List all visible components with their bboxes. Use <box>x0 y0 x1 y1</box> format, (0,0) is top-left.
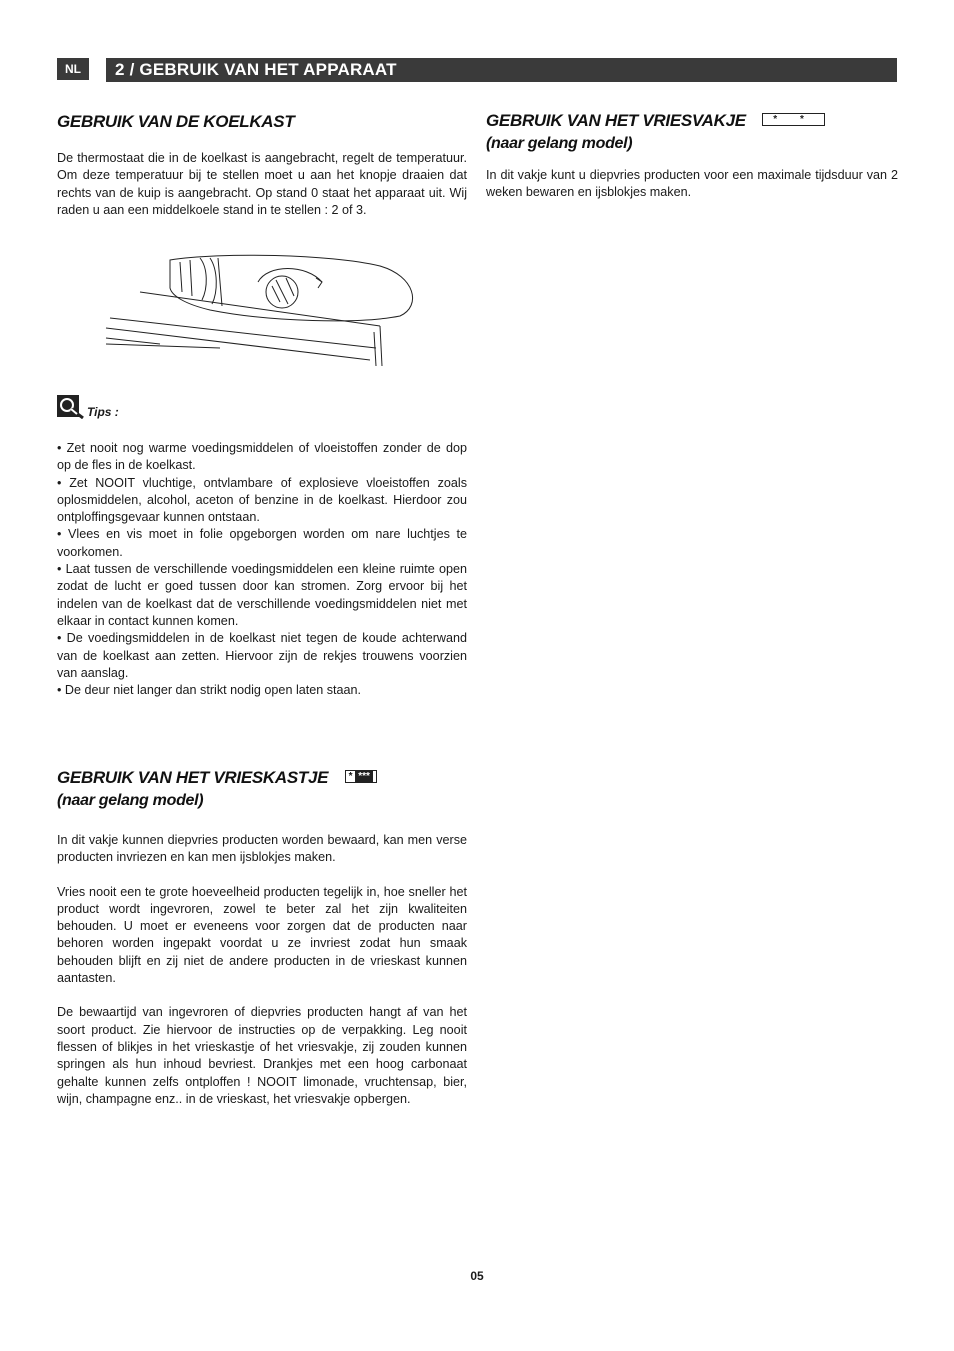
magnifier-icon <box>57 395 85 419</box>
tips-section <box>57 395 467 699</box>
star-light: * <box>348 771 353 783</box>
vriesvakje-section <box>486 109 896 202</box>
vrieskastje-paragraph: Vries nooit een te grote hoeveelheid producten tegelijk in, hoe sneller het product wordt ingevroren, zowel te beter zal het zijn kwaliteiten behouden. U moet er eveneens voor zorgen dat de producten naar behoren worden ingepakt voordat u ze invriest zodat hun smaak behouden blijft en zij niet de andere producten in de vrieskast kunnen aantasten. <box>57 884 467 986</box>
star-light: * * <box>773 114 814 126</box>
tip-item: • Vlees en vis moet in folie opgeborgen worden om nare luchtjes te voorkomen. <box>57 527 467 559</box>
vrieskastje-title <box>57 766 467 789</box>
page-number: 05 <box>470 1269 484 1283</box>
vrieskastje-paragraph: De bewaartijd van ingevroren of diepvries producten hangt af van het soort product. Zie hiervoor de instructies op de verpakking. Leg nooit flessen of blikjes in het vrieskastje of het vriesvakje, zij zouden kunnen springen als hun inhoud bevriest. Drankjes met een hoog carbonaat gehalte kunnen zelfs ontploffen ! NOOIT limonade, vruchtensap, bier, wijn, champagne enz.. in de vrieskast, het vriesvakje opbergen. <box>57 1005 467 1106</box>
vrieskastje-section <box>57 766 467 1108</box>
language-badge: NL <box>57 58 89 80</box>
koelkast-section <box>57 110 467 219</box>
koelkast-body: De thermostaat die in de koelkast is aangebracht, regelt de temperatuur. Om deze temperatuur bij te stellen moet u aan het knopje draaien dat rechts van de kuip is aangebracht. Op stand 0 staat het apparaat uit. Wij raden u aan een middelkoele stand in te stellen : 2 of 3. <box>57 151 467 217</box>
vriesvakje-title <box>486 109 896 132</box>
vriesvakje-subtitle: (naar gelang model) <box>486 135 633 152</box>
thermostat-illustration <box>100 248 420 370</box>
tip-item: • Zet nooit nog warme voedingsmiddelen of vloeistoffen zonder de dop op de fles in de koelkast. <box>57 441 467 473</box>
tips-label: Tips : <box>87 405 119 419</box>
vrieskastje-paragraph: In dit vakje kunnen diepvries producten worden bewaard, kan men verse producten invriezen en kan men ijsblokjes maken. <box>57 833 467 865</box>
vriesvakje-body: In dit vakje kunt u diepvries producten voor een maximale tijdsduur van 2 weken bewaren en ijsblokjes maken. <box>486 168 898 200</box>
vriesvakje-title-text: GEBRUIK VAN HET VRIESVAKJE <box>486 111 746 130</box>
freezer-stars-icon <box>345 770 377 783</box>
star-dark: *** <box>355 771 373 782</box>
tip-item: • De deur niet langer dan strikt nodig open laten staan. <box>57 683 362 698</box>
vrieskastje-title-text: GEBRUIK VAN HET VRIESKASTJE <box>57 768 329 787</box>
vrieskastje-subtitle: (naar gelang model) <box>57 792 204 809</box>
tip-item: • Laat tussen de verschillende voedingsmiddelen een kleine ruimte open zodat de lucht er goed tussen door kan stromen. Zorg ervoor bij het indelen van de koelkast dat de verschillende voedingsmiddelen niet met elkaar in contact kunnen komen. <box>57 562 467 628</box>
tips-list <box>57 440 467 699</box>
section-header: 2 / GEBRUIK VAN HET APPARAAT <box>106 58 897 82</box>
tip-item: • Zet NOOIT vluchtige, ontvlambare of explosieve vloeistoffen zoals oplosmiddelen, alcohol, aceton of benzine in de koelkast. Hierdoor zou ontploffingsgevaar kunnen ontstaan. <box>57 475 467 525</box>
tip-item: • De voedingsmiddelen in de koelkast niet tegen de koude achterwand van de koelkast aan zetten. Hiervoor zijn de rekjes trouwens voorzien van aanslag. <box>57 631 467 680</box>
koelkast-title: GEBRUIK VAN DE KOELKAST <box>57 112 295 131</box>
freezer-stars-icon <box>762 113 825 126</box>
